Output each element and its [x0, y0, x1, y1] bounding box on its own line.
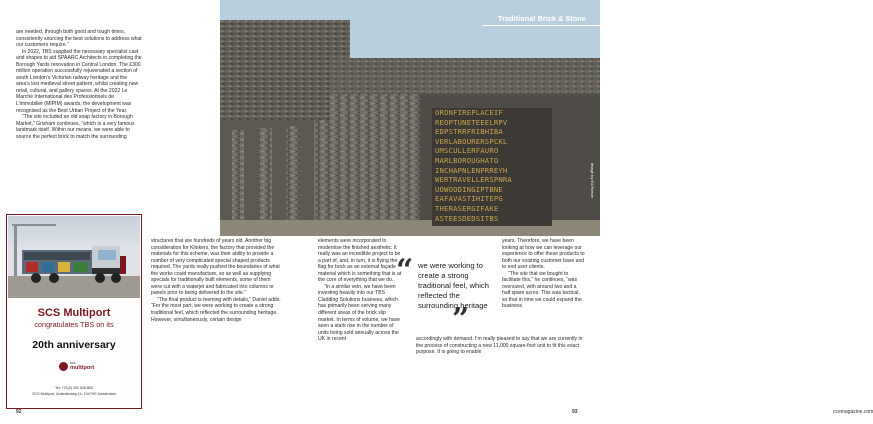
col1-paragraph-3: “The site included an old soap factory in Borough Market,” Grisham continues, “which is a very famous landmark itself. Within our means, we were able to source the perfect brick to match the surrounding	[16, 114, 135, 140]
sign-line: ASTEESDEDSITBS	[435, 213, 499, 223]
sign-line: EAFAVASTIHITEPG	[435, 194, 503, 204]
logo-text-top: scs	[70, 361, 76, 365]
sign-line: INCHAPNLENPRREYH	[435, 165, 508, 175]
advert-telephone: Tel: +31(0) 202 626 850	[54, 386, 94, 390]
article-column-2	[151, 238, 281, 323]
advert-anniversary-text: 20th anniversary	[32, 339, 116, 351]
lettered-brick-panel	[432, 108, 552, 226]
sign-line: ORONFIREPLACEIF	[435, 108, 503, 117]
sign-line: MARLBOROUGHATO	[435, 155, 499, 165]
sign-line: VERLABOURERSPCKL	[435, 136, 508, 146]
pull-quote-open-mark: “	[396, 253, 414, 288]
advert-congrats-text: congratulates TBS on its	[34, 320, 114, 329]
footer-url: ccemagazine.com	[833, 409, 873, 415]
page-number-right: 93	[572, 409, 578, 415]
col3-paragraph-2: “In a similar vein, we have been investing heavily into our TBS Cladding Solutions business, which has primarily been serving many different areas of the brick slip market. In terms of volume, we have seen a stark rise in the number of units being sold annually across the UK in recent	[318, 283, 401, 343]
sign-line: UMSCULLERFAURO	[435, 146, 499, 156]
col1-paragraph-2: In 2022, TBS supplied the necessary specialist cast and shapes to aid SPAARC Architects in completing the Borough Yards renovation in Central London. The £300 million operation successfully rejuvenated a section of south London’s Victorian railway heritage and the area’s lost medieval street pattern, whilst creating new retail, cultural, and gallery spaces. At the 2022 Le Marché International des Professionnels de L’immobilier (MIPIM) awards, the development was recognised as the Best Urban Project of the Year.	[16, 48, 142, 114]
logo-text-bottom: multiport	[70, 364, 95, 371]
sign-line: THERASERGIFAKE	[435, 203, 499, 213]
page-number-left: 92	[16, 409, 22, 415]
article-column-3	[318, 238, 402, 343]
photo-credit: Image by Ed Reeve	[590, 162, 595, 198]
sign-line: EDPSTRRFRIBHIBA	[435, 127, 503, 137]
article-column-4-top	[502, 238, 586, 310]
col4-paragraph-2: “The site that we bought to facilitate this,” he continues, “was oversized, with around two and a half spare acres. This was tactical, so that in time we could expand the business	[502, 270, 582, 310]
col4-paragraph-1: years. Therefore, we have been looking at how we can leverage our experience to offer these products to both our existing customer base and to end user clients.	[502, 238, 585, 271]
col2-paragraph-1: structures that are hundreds of years old. Another big consideration for Klinkers, the factory that provided the materials for this scheme, was their ability to provide a number of very complicated special shaped products required. The yards really pushed the boundaries of what the works could manufacture, so as well as supplying specials for traditionally built elements, some of them were cut with a waterjet and fabricated into columns or panels prior to being delivered to the site.”	[151, 238, 280, 297]
hero-photo	[220, 0, 600, 236]
sign-line: WERTRAVELLERSPNRA	[435, 175, 512, 185]
truck-illustration	[8, 216, 140, 298]
pull-quote-close-mark: ”	[452, 302, 470, 337]
sign-line: UOWOODINGIPTBNE	[435, 184, 503, 194]
scs-multiport-advert	[6, 214, 142, 409]
col3-paragraph-1: elements were incorporated to modernise the finished aesthetic. It really was an incredible project to be a part of, and, in turn, it is flying the flag for brick as an external façade material which is something that is at the core of everything that we do.	[318, 238, 402, 284]
article-column-1	[16, 29, 142, 140]
article-column-4-bottom	[416, 336, 586, 356]
advert-address: SCS Multiport, Australieweg 14, 1047HE Amsterdam	[32, 392, 116, 396]
advert-truck-photo	[8, 216, 140, 298]
section-title-rule	[482, 25, 600, 26]
advert-brand-name: SCS Multiport	[37, 307, 111, 319]
logo-dot-icon	[59, 362, 68, 371]
scs-multiport-logo	[59, 361, 93, 373]
pull-quote-text: we were working to create a strong traditional feel, which reflected the surrounding heritage	[418, 261, 489, 310]
col4-paragraph-3: accordingly with demand. I’m really pleased to say that we are currently in the process of constructing a new 11,000 square-foot unit to fit this exact purpose. It is going to enable	[416, 336, 583, 356]
sign-line: REOPTUNETEEELRPV	[435, 117, 508, 127]
section-title: Traditional Brick & Stone	[498, 14, 586, 23]
col2-paragraph-2: “The final product is teeming with details,” Daniel adds. “For the most part, we were working to create a strong traditional feel, which reflected the surrounding heritage. However, simultaneously, certain design	[151, 296, 281, 323]
col1-paragraph-1: are needed, through both good and tough times, consistently sourcing the best solutions to address what our customers require.”	[16, 29, 142, 49]
